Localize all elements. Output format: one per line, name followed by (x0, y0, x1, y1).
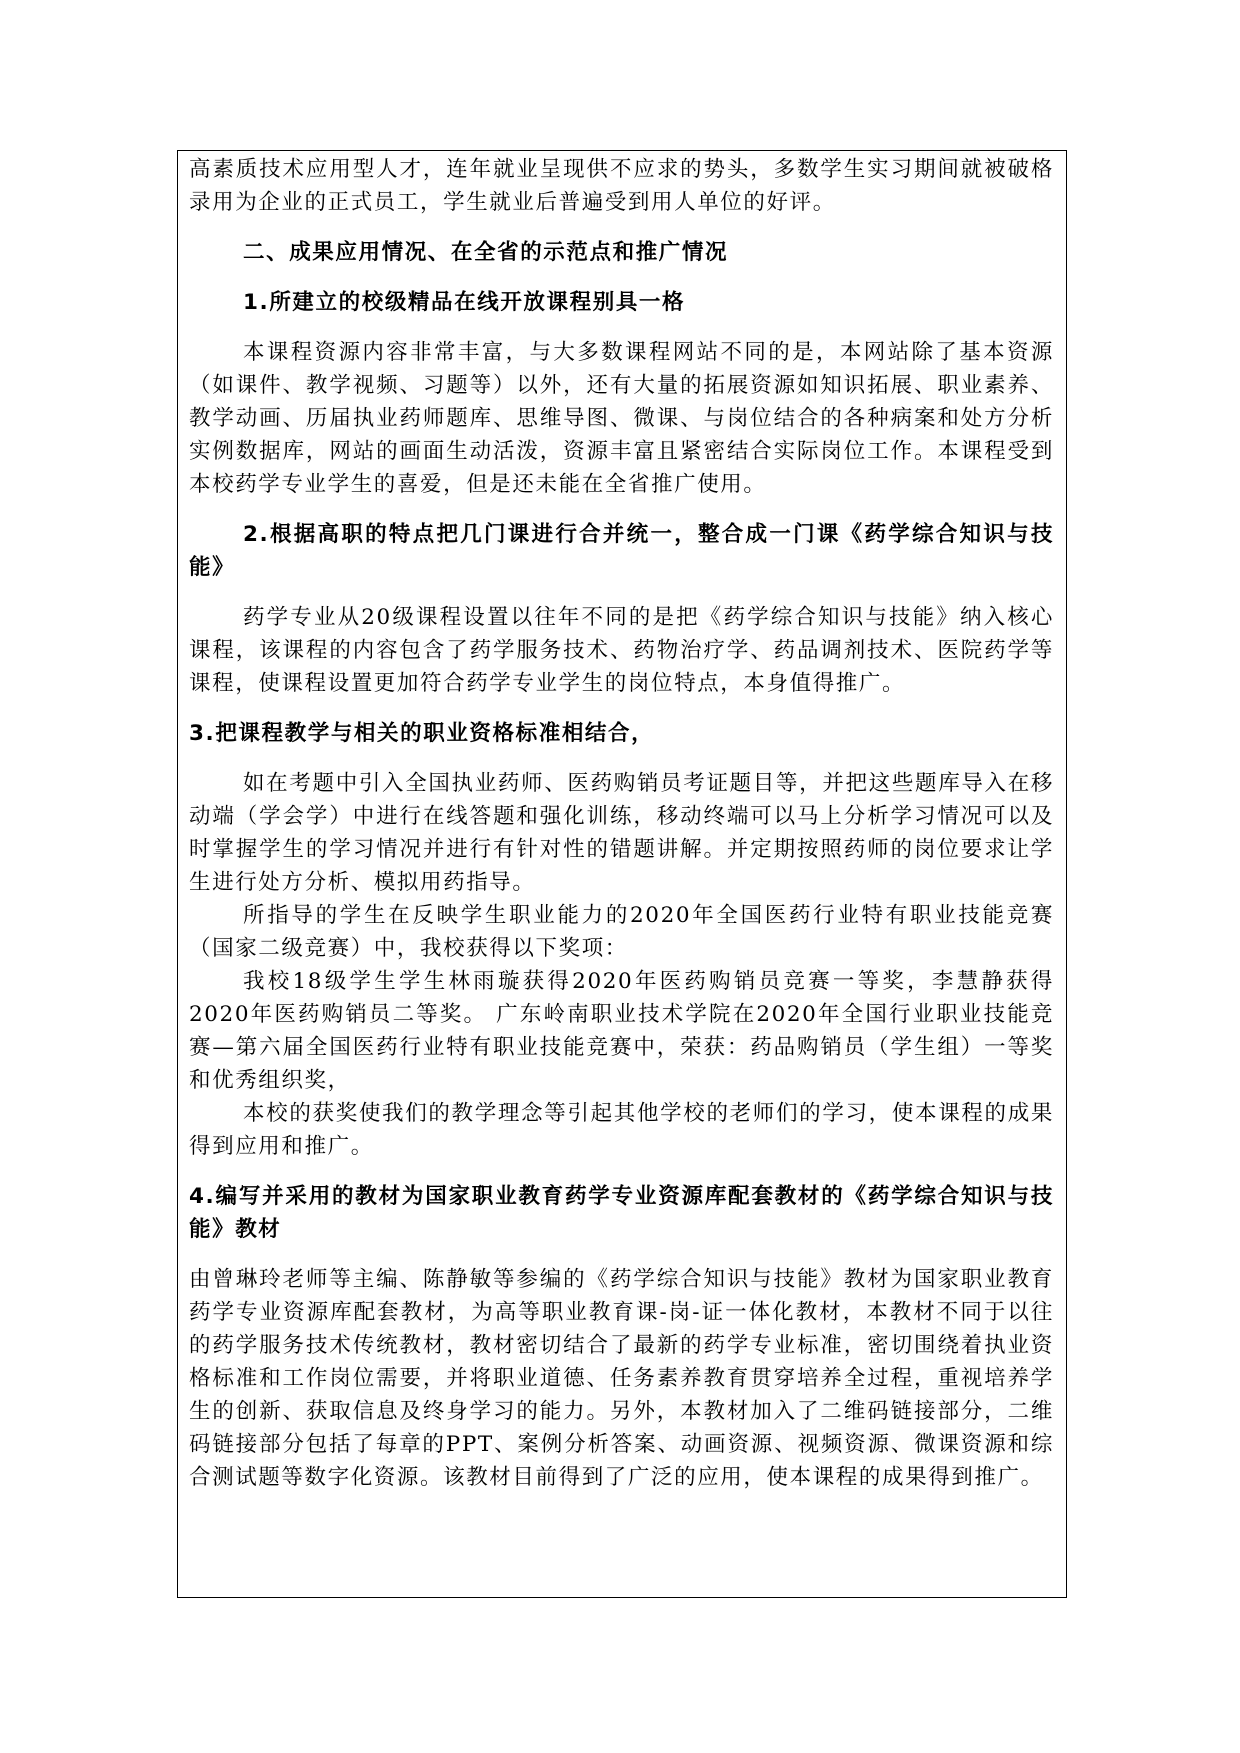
item-2-paragraph: 药学专业从20级课程设置以往年不同的是把《药学综合知识与技能》纳入核心课程，该课程的内容包含了药学服务技术、药物治疗学、药品调剂技术、医院药学等课程，使课程设置更加符合药学专业学生的岗位特点，本身值得推广。 (189, 605, 1054, 696)
item-3-paragraph-1: 如在考题中引入全国执业药师、医药购销员考证题目等，并把这些题库导入在移动端（学会学）中进行在线答题和强化训练，移动终端可以马上分析学习情况可以及时掌握学生的学习情况并进行有针对性的错题讲解。并定期按照药师的岗位要求让学生进行处方分析、模拟用药指导。 (189, 771, 1054, 895)
content-table-cell (177, 150, 1067, 1598)
item-2-heading: 2.根据高职的特点把几门课进行合并统一，整合成一门课《药学综合知识与技能》 (189, 522, 1054, 580)
intro-paragraph: 高素质技术应用型人才，连年就业呈现供不应求的势头，多数学生实习期间就被破格录用为企业的正式员工，学生就业后普遍受到用人单位的好评。 (189, 157, 1054, 215)
item-4-heading: 4.编写并采用的教材为国家职业教育药学专业资源库配套教材的《药学综合知识与技能》教材 (189, 1184, 1054, 1242)
item-4-paragraph: 由曾琳玲老师等主编、陈静敏等参编的《药学综合知识与技能》教材为国家职业教育药学专业资源库配套教材，为高等职业教育课-岗-证一体化教材，本教材不同于以往的药学服务技术传统教材，教材密切结合了最新的药学专业标准，密切围绕着执业资格标准和工作岗位需要，并将职业道德、任务素养教育贯穿培养全过程，重视培养学生的创新、获取信息及终身学习的能力。另外，本教材加入了二维码链接部分，二维码链接部分包括了每章的PPT、案例分析答案、动画资源、视频资源、微课资源和综合测试题等数字化资源。该教材目前得到了广泛的应用，使本课程的成果得到推广。 (189, 1267, 1054, 1490)
item-1-paragraph: 本课程资源内容非常丰富，与大多数课程网站不同的是，本网站除了基本资源（如课件、教学视频、习题等）以外，还有大量的拓展资源如知识拓展、职业素养、教学动画、历届执业药师题库、思维导图、微课、与岗位结合的各种病案和处方分析实例数据库，网站的画面生动活泼，资源丰富且紧密结合实际岗位工作。本课程受到本校药学专业学生的喜爱，但是还未能在全省推广使用。 (189, 340, 1054, 497)
item-1-heading: 1.所建立的校级精品在线开放课程别具一格 (243, 290, 686, 315)
item-3-heading: 3.把课程教学与相关的职业资格标准相结合， (189, 721, 655, 746)
item-3-paragraph-2: 所指导的学生在反映学生职业能力的2020年全国医药行业特有职业技能竞赛（国家二级竞赛）中，我校获得以下奖项： (189, 903, 1054, 961)
section-heading: 二、成果应用情况、在全省的示范点和推广情况 (243, 240, 729, 265)
item-3-paragraph-3: 我校18级学生学生林雨璇获得2020年医药购销员竞赛一等奖，李慧静获得2020年医药购销员二等奖。 广东岭南职业技术学院在2020年全国行业职业技能竞赛—第六届全国医药行业特有职业技能竞赛中，荣获：药品购销员（学生组）一等奖和优秀组织奖， (189, 969, 1054, 1093)
item-3-paragraph-4: 本校的获奖使我们的教学理念等引起其他学校的老师们的学习，使本课程的成果得到应用和推广。 (189, 1101, 1054, 1159)
